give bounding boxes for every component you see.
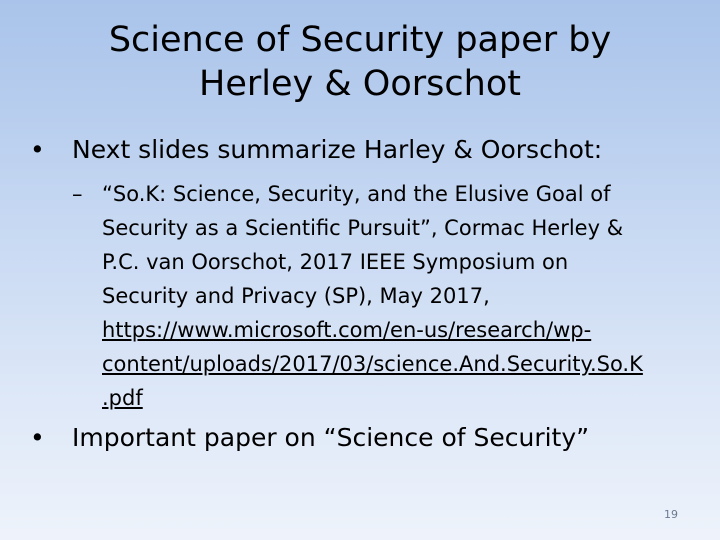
citation-line-1: “So.K: Science, Security, and the Elusive Goal of [102,182,611,206]
title-line-1: Science of Security paper by [108,20,612,60]
bullet-marker: • [30,135,45,164]
page-number: 19 [664,508,678,521]
paper-link-line-1[interactable]: https://www.microsoft.com/en-us/research/wp- [102,318,592,342]
slide-title [60,18,660,106]
citation-line-2: Security as a Scientific Pursuit”, Cormac Herley & [102,216,624,240]
sub-bullet-marker: – [72,182,83,206]
title-line-2: Herley & Oorschot [199,64,521,104]
citation-line-4: Security and Privacy (SP), May 2017, [102,284,490,308]
bullet-marker: • [30,423,45,452]
paper-link-line-2[interactable]: content/uploads/2017/03/science.And.Security.So.K [102,352,643,376]
bullet-summary-text: Next slides summarize Harley & Oorschot: [72,135,603,164]
citation-text [102,177,692,415]
citation-line-3: P.C. van Oorschot, 2017 IEEE Symposium on [102,250,569,274]
paper-link-line-3[interactable]: .pdf [102,386,143,410]
bullet-important-text: Important paper on “Science of Security” [72,423,590,452]
